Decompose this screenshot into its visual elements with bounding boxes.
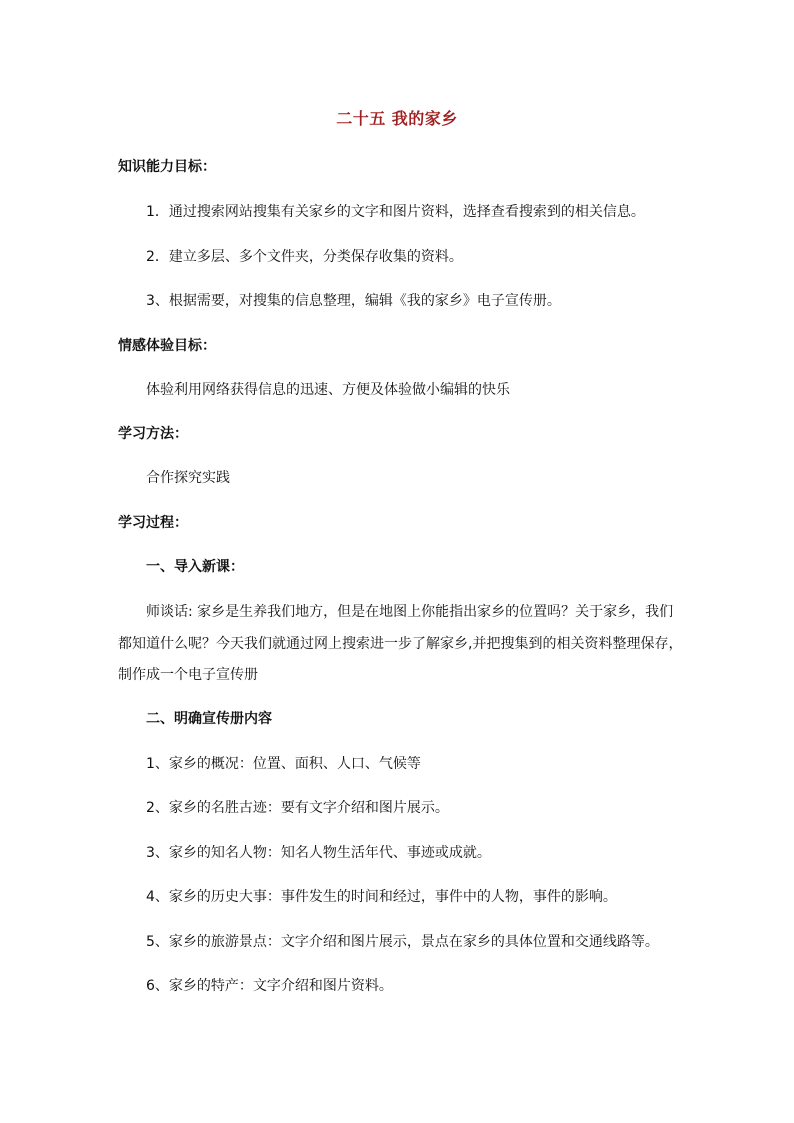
heading-intro-lesson: 一、导入新课： (146, 559, 244, 575)
content-item-2: 2、家乡的名胜古迹：要有文字介绍和图片展示。 (146, 800, 449, 816)
heading-learning-method: 学习方法： (118, 426, 188, 442)
content-item-6: 6、家乡的特产：文字介绍和图片资料。 (146, 978, 393, 994)
knowledge-item-1: 1．通过搜索网站搜集有关家乡的文字和图片资料，选择查看搜索到的相关信息。 (146, 204, 645, 220)
method-text: 合作探究实践 (146, 470, 230, 486)
content-item-1: 1、家乡的概况：位置、面积、人口、气候等 (146, 756, 421, 772)
knowledge-item-3: 3、根据需要，对搜集的信息整理，编辑《我的家乡》电子宣传册。 (146, 293, 561, 309)
heading-emotion-goals: 情感体验目标： (118, 338, 216, 354)
heading-brochure-content: 二、明确宣传册内容 (146, 711, 272, 727)
page-title: 二十五 我的家乡 (336, 109, 458, 128)
knowledge-item-2: 2．建立多层、多个文件夹，分类保存收集的资料。 (146, 249, 463, 265)
content-item-3: 3、家乡的知名人物：知名人物生活年代、事迹或成就。 (146, 845, 491, 861)
intro-paragraph-line-3: 制作成一个电子宣传册 (118, 667, 258, 683)
heading-knowledge-goals: 知识能力目标： (118, 159, 216, 175)
content-item-5: 5、家乡的旅游景点：文字介绍和图片展示，景点在家乡的具体位置和交通线路等。 (146, 934, 659, 950)
content-item-4: 4、家乡的历史大事：事件发生的时间和经过，事件中的人物，事件的影响。 (146, 889, 617, 905)
heading-learning-process: 学习过程： (118, 515, 188, 531)
emotion-text: 体验利用网络获得信息的迅速、方便及体验做小编辑的快乐 (146, 382, 510, 398)
intro-paragraph-line-2: 都知道什么呢？今天我们就通过网上搜索进一步了解家乡,并把搜集到的相关资料整理保存， (118, 636, 683, 652)
intro-paragraph-line-1: 师谈话: 家乡是生养我们地方，但是在地图上你能指出家乡的位置吗？关于家乡，我们 (146, 604, 674, 620)
